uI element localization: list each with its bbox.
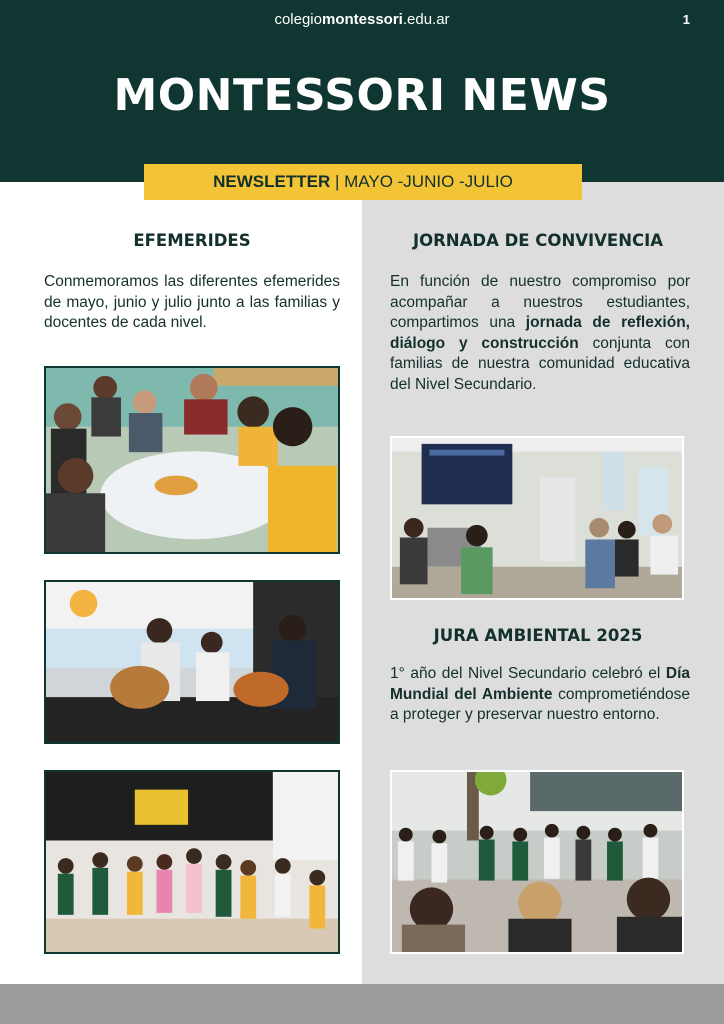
footer-url-prefix: colegio [274, 11, 322, 28]
photo-guitar-players [44, 580, 340, 744]
photo-jura-ambiental [390, 770, 684, 954]
jura-bold: Día Mundial del Ambiente [390, 665, 690, 703]
newsletter-title: MONTESSORI NEWS [113, 70, 611, 121]
jura-heading: JURA AMBIENTAL 2025 [433, 626, 643, 645]
jura-text [390, 664, 690, 726]
convivencia-text [390, 272, 690, 395]
convivencia-bold: jornada de reflexión, diálogo y construcción [390, 314, 690, 352]
efemerides-heading: EFEMERIDES [133, 231, 251, 250]
banner-months: | MAYO -JUNIO -JULIO [330, 172, 513, 191]
issue-banner [144, 164, 582, 200]
footer-url-brand: montessori [321, 11, 403, 28]
convivencia-text-b: conjunta con familias de nuestra comunidad educativa del Nivel Secundario. [390, 334, 690, 393]
convivencia-text-a: En función de nuestro compromiso por acompañar a nuestros estudiantes, compartimos una [390, 273, 690, 331]
jura-text-a: 1° año del Nivel Secundario celebró el [390, 665, 666, 682]
page-number: 1 [682, 12, 690, 27]
banner-label: NEWSLETTER [213, 172, 331, 191]
convivencia-heading: JORNADA DE CONVIVENCIA [412, 231, 664, 250]
photo-families-table [44, 366, 340, 554]
footer-website-link[interactable] [0, 0, 724, 40]
footer-bar [0, 984, 724, 1024]
jura-text-b: comprometiéndose a proteger y preservar nuestro entorno. [390, 685, 690, 723]
footer-url-domain: .edu.ar [402, 11, 450, 28]
photo-children-celebration [44, 770, 340, 954]
efemerides-text: Conmemoramos las diferentes efemerides de mayo, junio y julio junto a las familias y docentes de cada nivel. [44, 273, 340, 331]
photo-convivencia-presentation [390, 436, 684, 600]
